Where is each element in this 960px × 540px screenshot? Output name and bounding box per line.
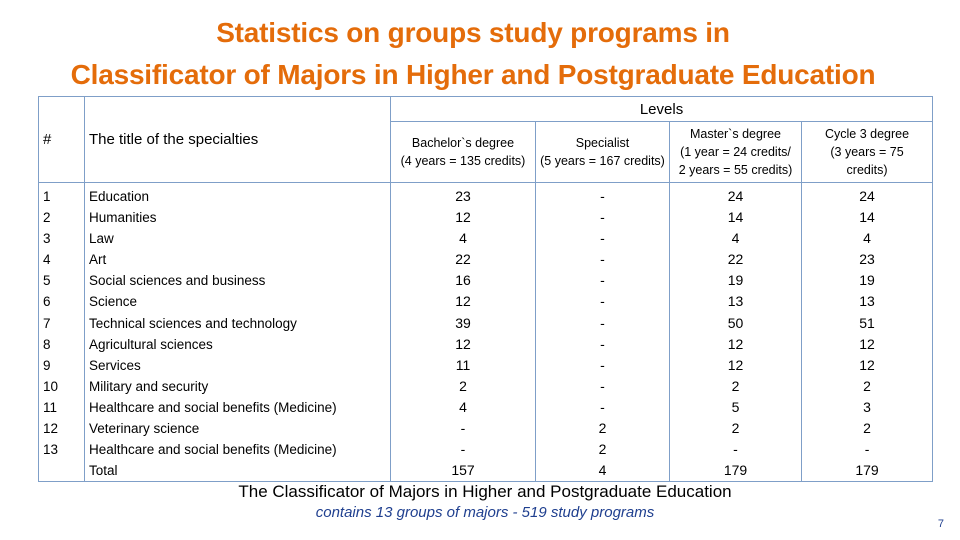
cycle3-value: 24 [859,188,875,204]
specialist-value: - [600,272,605,289]
specialty-name: Humanities [89,210,157,226]
master-value: 14 [727,209,744,226]
cycle3-value: 2 [863,420,871,437]
specialist-value: - [600,293,605,310]
bachelor-value: 23 [455,188,471,204]
specialist-value: - [600,335,605,352]
cycle3-value: 19 [859,272,875,289]
master-value: 12 [727,356,744,373]
levels-header: Levels [391,97,933,122]
specialist-value: - [600,251,605,268]
cycle3-value: 12 [859,356,875,373]
master-value: 5 [731,398,740,415]
specialist-value: - [600,209,605,226]
slide-title-line-1: Statistics on groups study programs in [216,17,730,48]
row-number: 10 [43,378,59,394]
master-value: 50 [727,314,744,331]
specialty-name: Veterinary science [89,421,200,437]
row-number: 13 [43,442,59,458]
row-number: 6 [43,294,51,310]
specialist-value: - [600,314,605,331]
master-column [670,183,802,482]
row-number: 2 [43,210,51,226]
specialist-column-header: Specialist (5 years = 167 credits) [536,122,670,183]
specialist-value: - [600,356,605,373]
row-number: 1 [43,189,51,204]
row-number: 11 [43,399,58,415]
cycle3-value: - [864,441,870,458]
cycle3-column [802,183,933,482]
subnote-text: contains 13 groups of majors - 519 study programs [315,504,655,521]
master-value: 13 [727,293,744,310]
cycle3-column-header: Cycle 3 degree (3 years = 75 credits) [802,122,933,183]
master-column-header: Master`s degree (1 year = 24 credits/ 2 years = 55 credits) [670,122,802,183]
specialist-value: - [600,230,605,247]
master-value: - [733,441,738,458]
row-number: 7 [43,315,51,331]
specialty-name: Agricultural sciences [89,336,213,352]
row-number: 12 [43,421,59,437]
specialist-value: 2 [598,420,607,437]
specialty-name: Services [89,357,141,373]
cycle3-value: 14 [859,209,875,226]
specialty-name: Social sciences and business [89,273,266,289]
specialty-name: Healthcare and social benefits (Medicine) [89,399,337,415]
number-column-header: # [39,97,85,183]
specialist-column [536,183,670,482]
bachelor-value: 11 [455,356,471,373]
total-specialist-value: 4 [598,462,607,479]
specialist-value: 2 [598,441,607,458]
specialty-name: Healthcare and social benefits (Medicine) [89,442,337,458]
bachelor-value: 12 [455,335,471,352]
master-value: 2 [731,420,740,437]
specialist-value: - [600,188,605,204]
master-value: 22 [727,251,744,268]
bachelor-value: 16 [455,272,471,289]
bachelor-value: 4 [459,398,467,415]
total-master-value: 179 [723,462,748,479]
bachelor-value: 22 [455,251,471,268]
bachelor-value: - [460,441,466,458]
page-number: 7 [937,518,944,530]
cycle3-value: 2 [863,377,871,394]
specialty-column [85,183,391,482]
specialty-name: Technical sciences and technology [89,315,297,331]
table-body-row [39,183,933,482]
bachelor-column [391,183,536,482]
title-column-header: The title of the specialties [85,97,391,183]
specialty-name: Law [89,231,114,247]
bachelor-column-header: Bachelor`s degree (4 years = 135 credits) [391,122,536,183]
bachelor-value: 12 [455,209,471,226]
specialty-name: Education [89,189,150,204]
cycle3-value: 13 [859,293,875,310]
cycle3-value: 4 [863,230,871,247]
master-value: 24 [727,188,744,204]
specialty-name: Military and security [89,378,209,394]
total-cycle3-value: 179 [855,462,879,479]
master-value: 4 [731,230,740,247]
statistics-table [38,96,933,482]
bachelor-value: 39 [455,314,471,331]
row-number: 8 [43,336,51,352]
bachelor-value: 2 [459,377,467,394]
row-number: 4 [43,252,51,268]
master-value: 2 [731,377,740,394]
specialty-name: Art [89,252,107,268]
row-number: 5 [43,273,51,289]
bachelor-value: 4 [459,230,467,247]
master-value: 19 [727,272,744,289]
total-bachelor-value: 157 [451,462,475,479]
bachelor-value: 12 [455,293,471,310]
row-number: 9 [43,357,51,373]
row-number: 3 [43,231,51,247]
specialist-value: - [600,377,605,394]
total-number-cell [43,460,84,481]
summary-text: The Classificator of Majors in Higher and Postgraduate Education [238,482,732,501]
total-label: Total [89,463,118,479]
cycle3-value: 3 [863,398,871,415]
slide-title [0,12,946,96]
specialist-value: - [600,398,605,415]
specialty-name: Science [89,294,138,310]
cycle3-value: 51 [859,314,875,331]
cycle3-value: 12 [859,335,875,352]
number-column [39,183,85,482]
cycle3-value: 23 [859,251,875,268]
bachelor-value: - [460,420,466,437]
master-value: 12 [727,335,744,352]
levels-header-row [39,97,933,122]
slide-title-line-2: Classificator of Majors in Higher and Postgraduate Education [70,59,876,90]
